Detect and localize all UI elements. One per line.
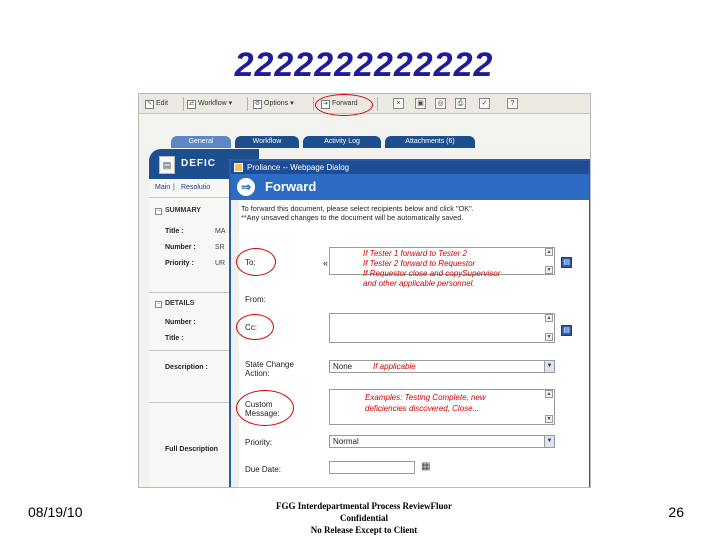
tab-bar bbox=[139, 114, 591, 147]
instructions-line-1: To forward this document, please select recipients below and click "OK". bbox=[241, 204, 474, 213]
toolbar-divider bbox=[247, 97, 248, 111]
collapse-details-icon[interactable]: − bbox=[156, 301, 161, 307]
dialog-app-icon bbox=[234, 163, 243, 172]
footer-line-2: Confidential bbox=[339, 513, 388, 523]
to-label: To: bbox=[245, 258, 256, 267]
scroll-up-icon[interactable]: ▲ bbox=[546, 391, 552, 397]
dialog-banner bbox=[231, 174, 589, 200]
footer-line-3: No Release Except to Client bbox=[310, 525, 418, 535]
divider bbox=[149, 292, 233, 293]
annotation-message-line-1: Examples: Testing Complete, new bbox=[365, 393, 486, 402]
due-date-input[interactable] bbox=[329, 461, 415, 474]
print-icon[interactable]: ⎙ bbox=[455, 98, 466, 109]
application-screenshot bbox=[138, 93, 591, 488]
toolbar-divider bbox=[313, 97, 314, 111]
instructions-line-2: **Any unsaved changes to the document will be automatically saved. bbox=[241, 213, 464, 222]
dialog-heading: Forward bbox=[265, 179, 317, 194]
details-description-label: Description : bbox=[165, 364, 208, 371]
state-change-label: State Change bbox=[245, 360, 294, 369]
chevron-down-icon: ▾ bbox=[290, 100, 294, 107]
footer-confidential bbox=[236, 500, 492, 536]
slide-title: 2222222222222 bbox=[234, 46, 494, 84]
forward-dialog bbox=[229, 159, 591, 488]
custom-message-label: Custom bbox=[245, 400, 273, 409]
divider bbox=[149, 350, 233, 351]
close-doc-icon[interactable]: × bbox=[393, 98, 404, 109]
to-add-marker[interactable]: « bbox=[323, 258, 329, 268]
chevron-down-icon: ▾ bbox=[228, 100, 233, 107]
priority-label: Priority: bbox=[245, 438, 273, 447]
priority-value: Normal bbox=[333, 437, 359, 446]
edit-button-label: Edit bbox=[156, 100, 169, 107]
dialog-window-title: Proliance -- Webpage Dialog bbox=[247, 163, 350, 172]
options-menu[interactable] bbox=[253, 98, 294, 110]
calendar-icon[interactable]: ▦ bbox=[421, 461, 431, 472]
document-title: DEFIC bbox=[181, 158, 216, 169]
forward-icon: ➔ bbox=[322, 100, 329, 107]
cc-address-book-button[interactable]: ▤ bbox=[561, 325, 572, 336]
footer-date: 08/19/10 bbox=[28, 504, 83, 520]
nav-resolution-link[interactable]: Resolutio bbox=[181, 184, 211, 191]
forward-button-label: Forward bbox=[332, 100, 358, 107]
summary-number-value: SR bbox=[215, 244, 225, 251]
chevron-down-icon: ▼ bbox=[544, 436, 554, 447]
scroll-up-icon[interactable]: ▲ bbox=[546, 249, 552, 255]
save-icon[interactable]: ▣ bbox=[415, 98, 426, 109]
summary-heading: SUMMARY bbox=[165, 207, 201, 214]
tab-workflow[interactable]: Workflow bbox=[235, 136, 299, 148]
nav-main-link[interactable]: Main bbox=[155, 184, 171, 191]
divider bbox=[149, 197, 233, 198]
scroll-down-icon[interactable]: ▼ bbox=[546, 334, 552, 340]
cc-label: Cc: bbox=[245, 323, 257, 332]
help-icon[interactable]: ? bbox=[507, 98, 518, 109]
state-change-label-2: Action: bbox=[245, 369, 270, 378]
highlight-oval-to bbox=[236, 248, 276, 276]
workflow-menu-label: Workflow bbox=[198, 100, 227, 107]
details-full-description-label: Full Description bbox=[165, 446, 218, 453]
document-icon: ▤ bbox=[159, 156, 175, 174]
toolbar-divider bbox=[377, 97, 378, 111]
tab-attachments[interactable]: Attachments (6) bbox=[385, 136, 475, 148]
annotation-message-line-2: deficiencies discovered, Close... bbox=[365, 404, 480, 413]
annotation-state: If applicable bbox=[373, 362, 416, 371]
scroll-up-icon[interactable]: ▲ bbox=[546, 315, 552, 321]
page-number: 26 bbox=[668, 504, 684, 520]
priority-select[interactable] bbox=[329, 435, 555, 448]
summary-title-label: Title : bbox=[165, 228, 184, 235]
highlight-oval-message bbox=[236, 390, 294, 426]
nav-separator: | bbox=[173, 184, 175, 191]
collapse-summary-icon[interactable]: − bbox=[156, 208, 161, 214]
state-change-select[interactable] bbox=[329, 360, 555, 373]
details-title-label: Title : bbox=[165, 335, 184, 342]
dialog-left-strip bbox=[231, 200, 239, 488]
edit-button[interactable] bbox=[145, 98, 168, 110]
highlight-oval-cc bbox=[236, 314, 274, 340]
from-label: From: bbox=[245, 295, 266, 304]
summary-number-label: Number : bbox=[165, 244, 196, 251]
summary-title-value: MA bbox=[215, 228, 226, 235]
wrench-icon: ⚙ bbox=[254, 100, 261, 107]
spell-icon[interactable]: ✓ bbox=[479, 98, 490, 109]
pencil-icon: ✎ bbox=[146, 100, 153, 107]
options-menu-label: Options bbox=[264, 100, 289, 107]
annotation-to-line-3: If Requestor close and copySupervisor bbox=[363, 269, 501, 278]
custom-message-label-2: Message: bbox=[245, 409, 280, 418]
toolbar-divider bbox=[183, 97, 184, 111]
annotation-to-line-4: and other applicable personnel. bbox=[363, 279, 475, 288]
scroll-down-icon[interactable]: ▼ bbox=[546, 416, 552, 422]
dialog-instructions bbox=[241, 204, 581, 222]
document-form bbox=[149, 180, 233, 488]
preview-icon[interactable]: ◎ bbox=[435, 98, 446, 109]
cc-recipients-field[interactable] bbox=[329, 313, 555, 343]
footer-line-1: FGG Interdepartmental Process ReviewFluor bbox=[275, 501, 453, 511]
chevron-down-icon: ▼ bbox=[544, 361, 554, 372]
divider bbox=[149, 402, 233, 403]
dialog-titlebar bbox=[231, 161, 589, 174]
summary-priority-value: UR bbox=[215, 260, 226, 267]
highlight-oval-forward bbox=[315, 94, 373, 116]
forward-arrow-icon: ⇒ bbox=[237, 178, 255, 196]
due-date-label: Due Date: bbox=[245, 465, 282, 474]
summary-priority-label: Priority : bbox=[165, 260, 194, 267]
tab-general[interactable]: General bbox=[171, 136, 231, 148]
details-number-label: Number : bbox=[165, 319, 196, 326]
workflow-menu[interactable] bbox=[187, 98, 232, 110]
annotation-to-line-1: If Tester 1 forward to Tester 2 bbox=[363, 249, 467, 258]
annotation-to-line-2: If Tester 2 forward to Requestor bbox=[363, 259, 476, 268]
scroll-down-icon[interactable]: ▼ bbox=[546, 267, 552, 273]
tab-activity-log[interactable]: Activity Log bbox=[303, 136, 381, 148]
state-change-value: None bbox=[333, 362, 353, 371]
workflow-icon: ⇄ bbox=[188, 100, 195, 107]
to-address-book-button[interactable]: ▤ bbox=[561, 257, 572, 268]
details-heading: DETAILS bbox=[165, 300, 195, 307]
